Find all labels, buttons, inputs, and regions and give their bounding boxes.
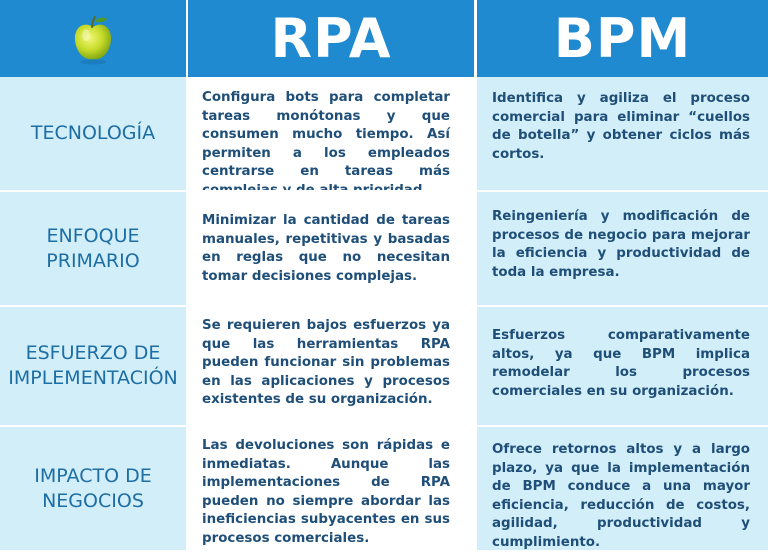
row-label: IMPACTO DE NEGOCIOS [34, 464, 152, 512]
row-label: TECNOLOGÍA [30, 122, 156, 144]
row-label-cell [0, 307, 186, 425]
bpm-cell [477, 192, 768, 305]
bpm-cell [477, 77, 768, 190]
header-logo-cell [0, 0, 186, 77]
bpm-description: Identifica y agiliza el proceso comercial para eliminar “cuellos de botella” y obtener ciclos más cortos. [492, 91, 750, 162]
rpa-description: Minimizar la cantidad de tareas manuales, repetitivas y basadas en reglas que no necesitan tomar decisiones complejas. [202, 213, 450, 284]
rpa-description: Las devoluciones son rápidas e inmediatas. Aunque las implementaciones de RPA pueden no siempre abordar las ineficiencias subyacentes en sus procesos comerciales. [202, 438, 450, 546]
header-bpm-cell [477, 0, 768, 77]
bpm-cell [477, 307, 768, 425]
row-label-cell [0, 427, 186, 550]
row-label: ESFUERZO DE IMPLEMENTACIÓN [8, 342, 178, 389]
bpm-cell [477, 427, 768, 550]
header-rpa-cell [188, 0, 474, 77]
green-apple-icon [70, 13, 116, 65]
row-label-cell [0, 77, 186, 190]
rpa-description: Configura bots para completar tareas monótonas y que consumen mucho tiempo. Así permiten a los empleados centrarse en tareas más [202, 90, 450, 179]
column-title-bpm: BPM [553, 7, 692, 70]
rpa-cell [188, 192, 474, 305]
rpa-description: Se requieren bajos esfuerzos ya que las herramientas RPA pueden funcionar sin problemas en las aplicaciones y procesos existentes de su organización. [202, 318, 450, 407]
row-label-cell [0, 192, 186, 305]
column-title-rpa: RPA [270, 7, 392, 70]
bpm-description: Esfuerzos comparativamente altos, ya que BPM implica remodelar los procesos comerciales en su organización. [492, 328, 750, 399]
bpm-description: Ofrece retornos altos y a largo plazo, ya que la implementación de BPM conduce a una mayor eficiencia, reducción de costos, agilidad, productividad y cumplimiento. [492, 442, 750, 550]
rpa-cell [188, 307, 474, 425]
rpa-cell [188, 427, 474, 550]
row-label: ENFOQUE PRIMARIO [46, 224, 140, 272]
rpa-cell [188, 77, 474, 190]
bpm-description: Reingeniería y modificación de procesos de negocio para mejorar la eficiencia y productividad de toda la empresa. [492, 209, 750, 280]
